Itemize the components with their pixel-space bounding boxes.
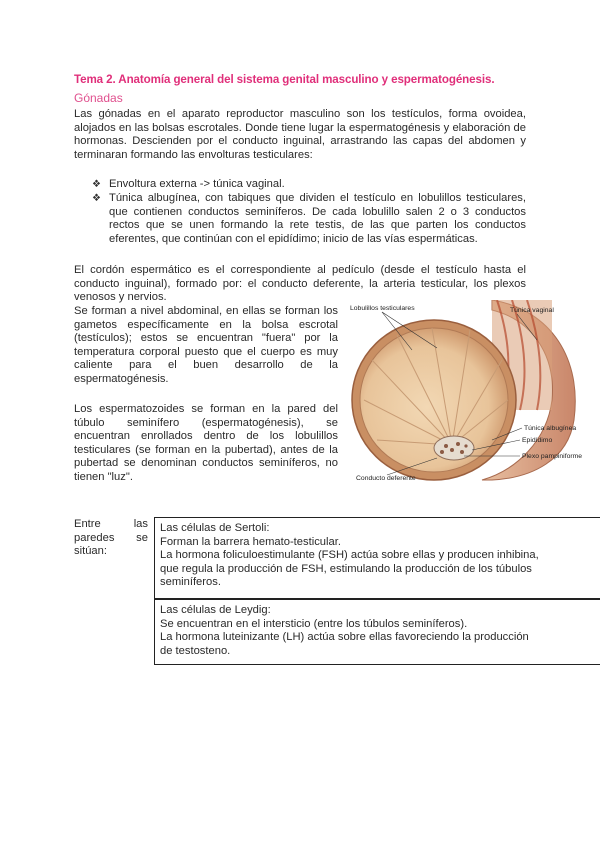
- cell-line: Forman la barrera hemato-testicular.: [160, 535, 341, 548]
- cell-line: Las células de Sertoli:: [160, 522, 270, 534]
- paragraph-gonadas: Las gónadas en el aparato reproductor masculino son los testículos, forma ovoidea, alojados en las bolsas escrotales. Donde tiene lugar la espermatogénesis y elaboración de hormonas. Descienden por el conducto inguinal, arrastrando las capas del abdomen y terminaran formando las envolturas testiculares:: [74, 108, 526, 161]
- diamond-bullet-icon: ❖: [92, 193, 101, 204]
- label-conducto: Conducto deferente: [356, 475, 416, 482]
- page-title: Tema 2. Anatomía general del sistema genital masculino y espermatogénesis.: [74, 73, 495, 86]
- table-cell-leydig: [154, 599, 600, 665]
- cell-line: Las células de Leydig:: [160, 604, 271, 616]
- section-heading: Gónadas: [74, 91, 123, 105]
- label-plexo: Plexo pampiniforme: [522, 453, 583, 460]
- label-epididimo: Epidídimo: [522, 437, 553, 444]
- bullet-text: Envoltura externa -> túnica vaginal.: [109, 178, 285, 190]
- testis-anatomy-figure: [342, 300, 592, 482]
- cell-line: que regula la producción de FSH, estimulando la producción de los túbulos: [160, 562, 532, 575]
- table-cell-sertoli: [154, 517, 600, 599]
- cell-line: Se encuentran en el intersticio (entre los túbulos seminíferos).: [160, 617, 468, 630]
- bullet-text: Túnica albugínea, con tabiques que dividen el testículo en lobulillos testiculares, que contienen conductos seminíferos. De cada lobulillo salen 2 o 3 conductos rectos que se unen formando la rete testis, de las que parten los conductos eferentes, que continúan con el epidídimo; inicio de las vías espermáticas.: [109, 192, 526, 245]
- label-tunica-vaginal: Túnica vaginal: [510, 307, 554, 314]
- label-lobulillos: Lobulillos testiculares: [350, 305, 415, 312]
- diamond-bullet-icon: ❖: [92, 179, 101, 190]
- paragraph-cordon: El cordón espermático es el correspondiente al pedículo (desde el testículo hasta el conducto inguinal), formado por: el conducto deferente, la arteria testicular, los plexos venosos y nervios.: [74, 264, 526, 304]
- cell-line: La hormona luteinizante (LH) actúa sobre ellas favoreciendo la producción: [160, 631, 529, 644]
- cell-line: de testosteno.: [160, 644, 231, 657]
- paragraph-espermatozoides: Los espermatozoides se forman en la pared del túbulo seminífero (espermatogénesis), se encuentran enrollados dentro de los lobulillos testiculares (se forman en la pubertad), antes de la pubertad se denominan conductos seminíferos, no tienen "luz".: [74, 403, 338, 483]
- paragraph-formacion: Se forman a nivel abdominal, en ellas se forman los gametos específicamente en la bolsa escrotal (testículos); estos se encuentran "fuera" por la temperatura corporal puesto que el cuerpo es muy caliente para el buen desarrollo de la espermatogénesis.: [74, 305, 338, 385]
- cell-line: La hormona foliculoestimulante (FSH) actúa sobre ellas y producen inhibina,: [160, 549, 539, 562]
- rete-testis: [434, 436, 474, 460]
- table-side-label: Entre las paredes se sitúan:: [74, 518, 148, 558]
- label-tunica-albuginea: Túnica albugínea: [524, 425, 577, 432]
- cell-line: seminíferos.: [160, 576, 221, 589]
